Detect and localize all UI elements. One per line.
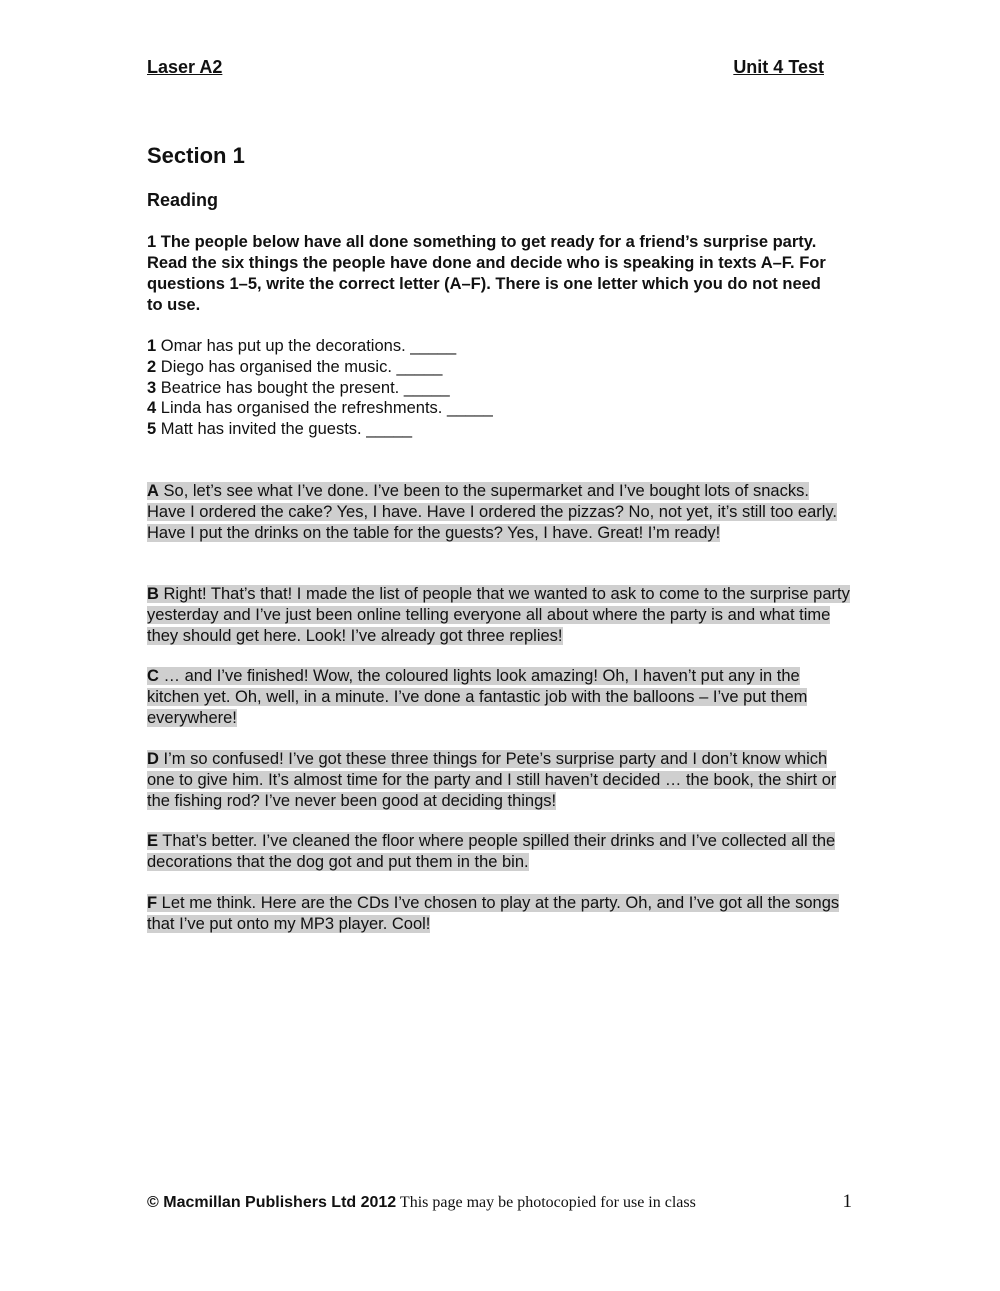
question-item bbox=[147, 378, 493, 399]
question-text: Linda has organised the refreshments. _____ bbox=[156, 399, 493, 418]
task-instructions: 1 The people below have all done something to get ready for a friend’s surprise party. Read the six things the people have done and decide who is speaking in texts A–F. For questions 1–5, write the correct letter (A–F). There is one letter which you do not need to use. bbox=[147, 233, 826, 314]
text-letter: C bbox=[147, 667, 159, 685]
question-item bbox=[147, 419, 493, 440]
text-e bbox=[147, 831, 852, 873]
text-body: … and I’ve finished! Wow, the coloured lights look amazing! Oh, I haven’t put any in the kitchen yet. Oh, well, in a minute. I’ve done a fantastic job with the balloons – I’ve put them everywhere! bbox=[147, 667, 808, 727]
section-title: Section 1 bbox=[147, 143, 245, 168]
question-number: 3 bbox=[147, 378, 157, 397]
page-number: 1 bbox=[842, 1191, 852, 1212]
text-c bbox=[147, 666, 852, 728]
text-body: I’m so confused! I’ve got these three things for Pete’s surprise party and I don’t know which one to give him. It’s almost time for the party and I still haven’t decided … the book, the shirt or the fishing rod? I’ve never been good at deciding things! bbox=[147, 750, 837, 810]
text-a bbox=[147, 481, 852, 543]
question-number: 5 bbox=[147, 420, 157, 439]
page-footer bbox=[147, 1191, 852, 1213]
page-header bbox=[147, 57, 824, 78]
subsection-title: Reading bbox=[147, 190, 219, 210]
question-number: 2 bbox=[147, 357, 157, 376]
question-text: Beatrice has bought the present. _____ bbox=[156, 378, 450, 397]
text-f bbox=[147, 893, 852, 935]
question-text: Matt has invited the guests. _____ bbox=[156, 420, 413, 439]
question-number: 1 bbox=[147, 337, 157, 355]
question-item bbox=[147, 336, 493, 357]
text-letter: E bbox=[147, 832, 159, 850]
footer-credit bbox=[147, 1194, 696, 1212]
text-letter: F bbox=[147, 894, 158, 912]
text-body: Right! That’s that! I made the list of people that we wanted to ask to come to the surprise party yesterday and I’ve just been online telling everyone all about where the party is and what time they should get here. Look! I’ve already got three replies! bbox=[147, 585, 850, 645]
copyright-text: © Macmillan Publishers Ltd 2012 bbox=[147, 1194, 397, 1211]
course-title: Laser A2 bbox=[147, 57, 223, 77]
question-item bbox=[147, 357, 493, 378]
photocopy-note: This page may be photocopied for use in class bbox=[396, 1194, 696, 1211]
text-b bbox=[147, 584, 852, 646]
question-item bbox=[147, 398, 493, 419]
text-body: That’s better. I’ve cleaned the floor where people spilled their drinks and I’ve collected all the decorations that the dog got and put them in the bin. bbox=[147, 832, 836, 871]
test-title: Unit 4 Test bbox=[733, 57, 824, 77]
text-body: So, let’s see what I’ve done. I’ve been to the supermarket and I’ve bought lots of snacks. Have I ordered the cake? Yes, I have. Have I ordered the pizzas? No, not yet, it’s still too early. Have I put the drinks on the table for the guests? Yes, I have. Great! I’m ready! bbox=[147, 482, 838, 542]
question-text: Omar has put up the decorations. _____ bbox=[156, 337, 457, 355]
text-letter: D bbox=[147, 750, 159, 768]
text-letter: A bbox=[147, 482, 159, 500]
text-body: Let me think. Here are the CDs I’ve chosen to play at the party. Oh, and I’ve got all the songs that I’ve put onto my MP3 player. Cool! bbox=[147, 894, 840, 933]
text-letter: B bbox=[147, 585, 159, 603]
question-text: Diego has organised the music. _____ bbox=[156, 357, 443, 376]
question-list bbox=[147, 336, 493, 440]
text-d bbox=[147, 749, 852, 811]
question-number: 4 bbox=[147, 399, 157, 418]
